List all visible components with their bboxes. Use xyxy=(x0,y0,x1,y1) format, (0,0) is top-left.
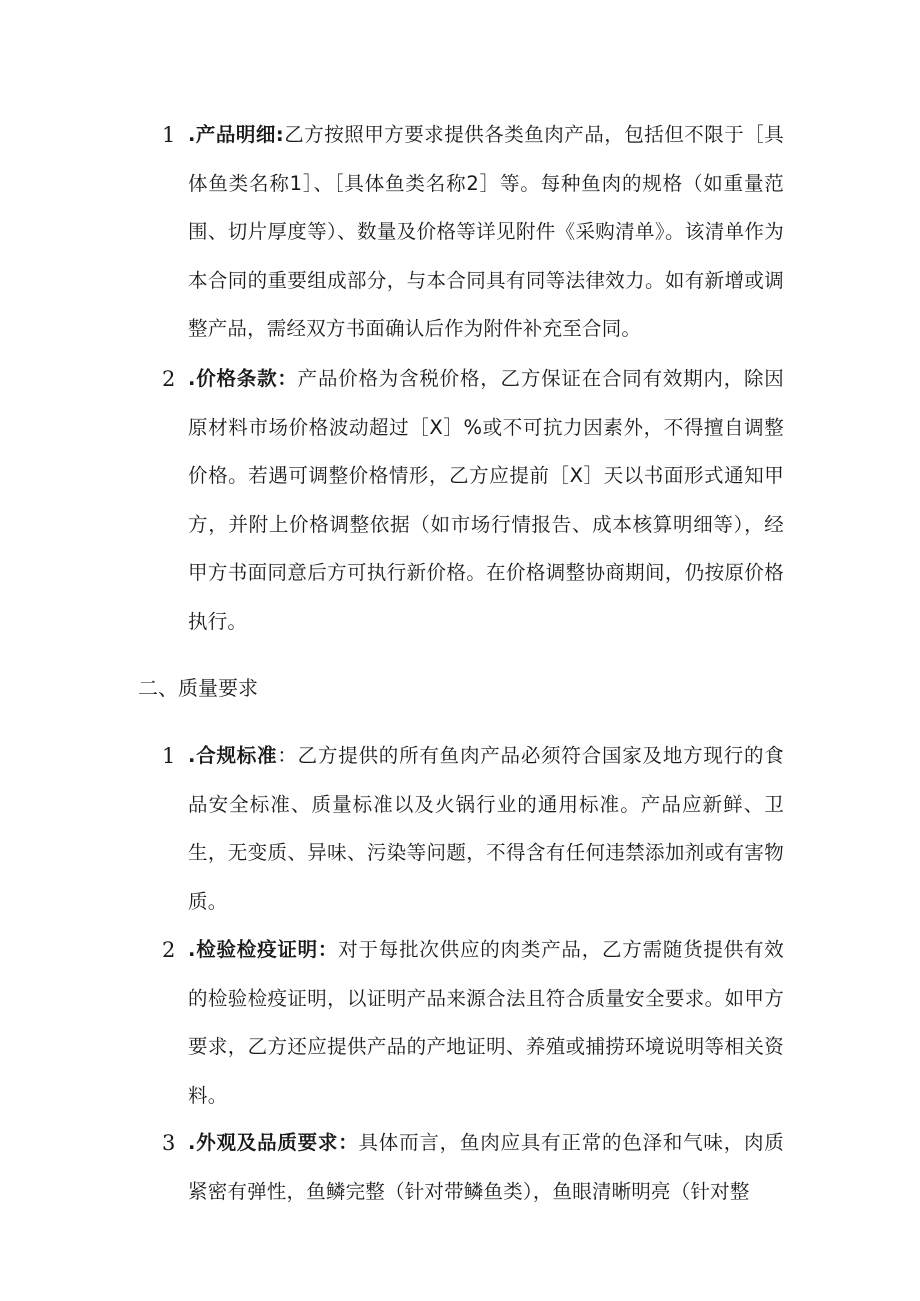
section-heading-quality: 二、质量要求 xyxy=(138,676,258,700)
clause-inspection-certificate xyxy=(162,926,784,1120)
clause-lead: .价格条款： xyxy=(188,367,298,390)
clause-number: 2 xyxy=(162,367,176,391)
clause-lead: .产品明细: xyxy=(188,123,284,146)
clause-text xyxy=(188,111,784,354)
clause-appearance-quality xyxy=(162,1119,784,1216)
clause-body: ：乙方提供的所有鱼肉产品必须符合国家及地方现行的食品安全标准、质量标准以及火锅行业的通用标准。产品应新鲜、卫生，无变质、异味、污染等问题，不得含有任何违禁添加剂或有害物质。 xyxy=(188,744,784,913)
clause-text xyxy=(188,732,784,926)
clause-body: 乙方按照甲方要求提供各类鱼肉产品，包括但不限于［具体鱼类名称1］、［具体鱼类名称2］等。每种鱼肉的规格（如重量范围、切片厚度等）、数量及价格等详见附件《采购清单》。该清单作为本合同的重要组成部分，与本合同具有同等法律效力。如有新增或调整产品，需经双方书面确认后作为附件补充至合同。 xyxy=(188,123,784,340)
clause-lead: .外观及品质要求： xyxy=(188,1131,359,1154)
clause-product-details xyxy=(162,111,784,354)
clause-text xyxy=(188,355,784,646)
clause-body: 对于每批次供应的肉类产品，乙方需随货提供有效的检验检疫证明，以证明产品来源合法且符合质量安全要求。如甲方要求，乙方还应提供产品的产地证明、养殖或捕捞环境说明等相关资料。 xyxy=(188,938,785,1107)
clause-compliance-standard xyxy=(162,732,784,926)
clause-text xyxy=(188,1119,784,1216)
clause-number: 1 xyxy=(162,744,176,768)
clause-number: 1 xyxy=(162,123,176,147)
clause-body: 具体而言，鱼肉应具有正常的色泽和气味，肉质紧密有弹性，鱼鳞完整（针对带鳞鱼类），鱼眼清晰明亮（针对整 xyxy=(188,1131,784,1203)
clause-number: 2 xyxy=(162,938,176,962)
clause-lead: .检验检疫证明： xyxy=(188,938,339,961)
clause-number: 3 xyxy=(162,1131,176,1155)
clause-body: 产品价格为含税价格，乙方保证在合同有效期内，除因原材料市场价格波动超过［X］%或不可抗力因素外，不得擅自调整价格。若遇可调整价格情形，乙方应提前［X］天以书面形式通知甲方，并附上价格调整依据（如市场行情报告、成本核算明细等），经甲方书面同意后方可执行新价格。在价格调整协商期间，仍按原价格执行。 xyxy=(188,367,785,633)
clause-text xyxy=(188,926,784,1120)
clause-lead: .合规标准 xyxy=(188,744,278,767)
clause-price-terms xyxy=(162,355,784,646)
